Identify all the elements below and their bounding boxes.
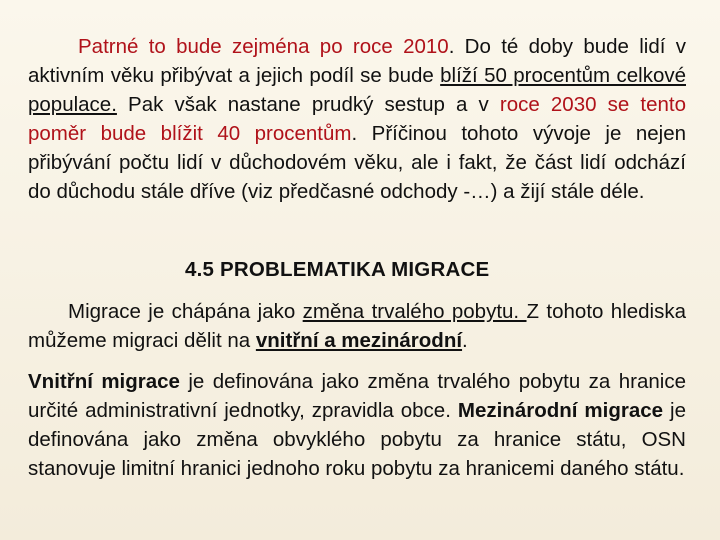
term-international-migration: Mezinárodní migrace bbox=[457, 399, 664, 422]
text-span: . bbox=[462, 329, 468, 352]
underlined-50-percent: blíží 50 procentům celkové populace. bbox=[28, 64, 686, 116]
text-span: Z tohoto hlediska můžeme migraci dělit na bbox=[28, 300, 687, 352]
paragraph-migration-definition bbox=[28, 297, 686, 355]
bold-migration-types: vnitřní a mezinárodní bbox=[255, 329, 463, 352]
text-span: . Příčinou tohoto vývoje je nejen přibývání počtu lidí v důchodovém věku, ale i fakt, že část lidí odchází do důchodu stále dříve (viz předčasné odchody -…) a žijí stále déle. bbox=[28, 122, 687, 203]
highlight-2030: roce 2030 se tento poměr bude blížit 40 procentům bbox=[28, 93, 686, 145]
term-internal-migration: Vnitřní migrace bbox=[28, 370, 180, 393]
text-span: . Do té doby bude lidí v aktivním věku přibývat a jejich podíl se bude bbox=[28, 35, 687, 87]
section-heading: 4.5 PROBLEMATIKA MIGRACE bbox=[185, 258, 490, 281]
highlight-2010: Patrné to bude zejména po roce 2010 bbox=[78, 35, 449, 58]
paragraph-migration-types bbox=[28, 367, 686, 483]
paragraph-population-trend bbox=[28, 32, 686, 206]
text-span: Pak však nastane prudký sestup a v bbox=[116, 93, 500, 116]
text-span: Migrace je chápána jako bbox=[68, 300, 303, 323]
text-span: je definována jako změna obvyklého pobytu za hranice státu, OSN stanovuje limitní hranici jednoho roku pobytu za hranicemi daného státu. bbox=[28, 399, 686, 480]
underlined-residence-change: změna trvalého pobytu. bbox=[302, 300, 527, 323]
text-span: je definována jako změna trvalého pobytu za hranice určité administrativní jednotky, zpravidla obce. bbox=[28, 370, 686, 422]
